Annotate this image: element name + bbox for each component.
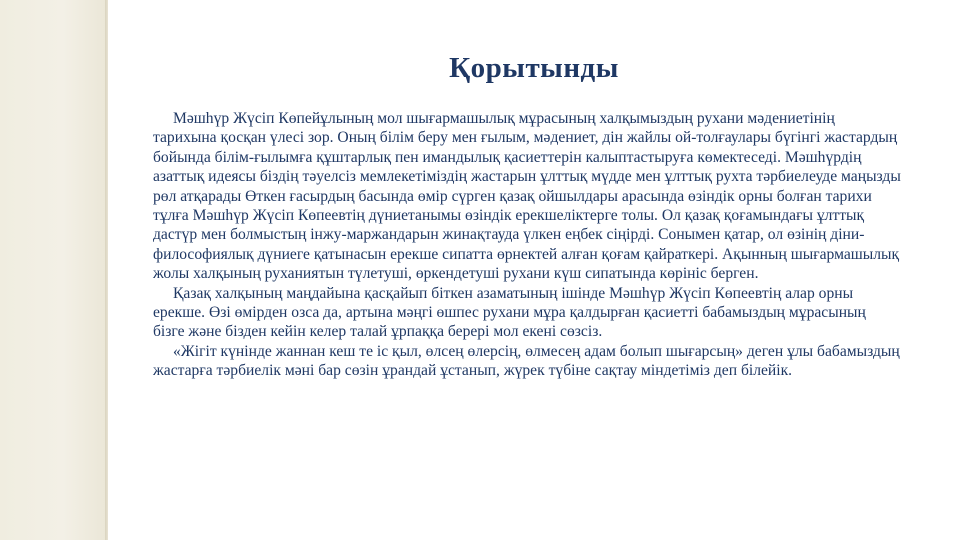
slide-title: Қорытынды (449, 52, 619, 84)
decorative-sidebar (0, 0, 105, 540)
paragraph-2: Қазақ халқының маңдайына қасқайып біткен азаматының ішінде Мәшһүр Жүсіп Көпеевтің алар орны ерекше. Өзі өмірден озса да, артына мәңгі өшпес рухани мұра қалдырған қасиетті бабамыздың мұрасының бізге және бізден кейін келер талай ұрпаққа берері мол екені сөзсіз. (153, 284, 866, 341)
paragraph-3: «Жігіт күнінде жаннан кеш те іс қыл, өлсең өлерсің, өлмесең адам болып шығарсың» деген ұлы бабамыздың жастарға тәрбиелік мәні бар сөзін ұрандай ұстанып, жүрек түбіне сақтау міндетіміз деп білейік. (153, 342, 900, 380)
paragraph-1: Мәшһүр Жүсіп Көпейұлының мол шығармашылық мұрасының халқымыздың рухани мәдениетінің тарихына қосқан үлесі зор. Оның білім беру мен ғылым, мәдениет, дін жайлы ой-толғаулары бүгінгі жастардың бойында білім-ғылымға құштарлық пен имандылық қасиеттерін калыптастыруға көмектеседі. Мәшһүрдің азаттық идеясы біздің тәуелсіз мемлекетіміздің жастарын ұлттық мүдде мен ұлттық рухта тәрбиелеуде маңызды рөл атқарады Өткен ғасырдың басында өмір сүрген қазақ ойшылдары арасында өзіндік орны болған тарихи тұлға Мәшһүр Жүсіп Көпеевтің дүниетанымы өзіндік ерекшеліктерге толы. Ол қазақ қоғамындағы ұлттық дастүр мен болмыстың інжу-маржандарын жинақтауда үлкен еңбек сіңірді. Сонымен қатар, ол өзінің діни-философиялық дүниеге қатынасын ерекше сипатта өрнектей алған қоғам қайраткері. Ақынның шығармашылық жолы халқының руханиятын түлетуші, өркендетуші рухани күш сипатында көрініс берген. (153, 110, 901, 283)
slide-content (108, 0, 960, 540)
body-text (153, 109, 901, 381)
